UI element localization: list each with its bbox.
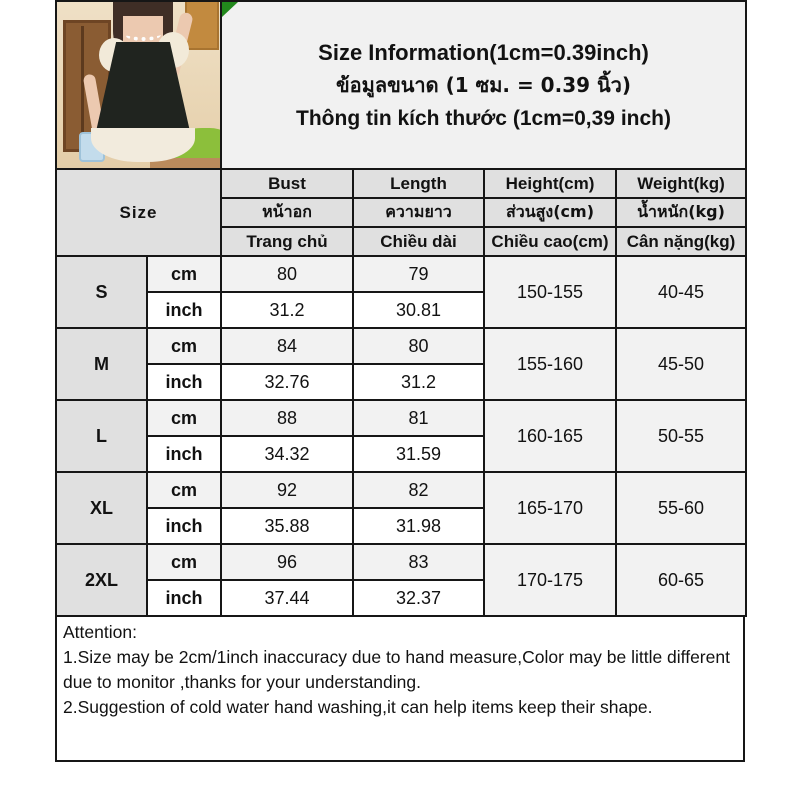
length-cm-2xl: 83 bbox=[353, 544, 484, 580]
attention-note-1: 1.Size may be 2cm/1inch inaccuracy due to hand measure,Color may be little different due to monitor ,thanks for your understanding. bbox=[63, 647, 730, 692]
size-label-l: L bbox=[56, 400, 147, 472]
bust-cm-s: 80 bbox=[221, 256, 353, 292]
unit-inch: inch bbox=[147, 436, 221, 472]
unit-cm: cm bbox=[147, 400, 221, 436]
length-cm-l: 81 bbox=[353, 400, 484, 436]
photo-pearl-necklace bbox=[125, 28, 161, 41]
height-range-s: 150-155 bbox=[484, 256, 616, 328]
unit-cm: cm bbox=[147, 256, 221, 292]
bust-inch-m: 32.76 bbox=[221, 364, 353, 400]
height-range-l: 160-165 bbox=[484, 400, 616, 472]
header-length-en: Length bbox=[353, 169, 484, 198]
attention-note-2: 2.Suggestion of cold water hand washing,it can help items keep their shape. bbox=[63, 697, 653, 717]
size-chart-sheet bbox=[55, 0, 745, 762]
bust-inch-l: 34.32 bbox=[221, 436, 353, 472]
bust-inch-s: 31.2 bbox=[221, 292, 353, 328]
product-photo bbox=[56, 1, 221, 169]
unit-inch: inch bbox=[147, 580, 221, 616]
bust-inch-xl: 35.88 bbox=[221, 508, 353, 544]
length-inch-2xl: 32.37 bbox=[353, 580, 484, 616]
header-weight-vi: Cân nặng(kg) bbox=[616, 227, 746, 256]
weight-range-l: 50-55 bbox=[616, 400, 746, 472]
header-height-vi: Chiều cao(cm) bbox=[484, 227, 616, 256]
unit-inch: inch bbox=[147, 364, 221, 400]
size-table bbox=[55, 0, 747, 617]
unit-inch: inch bbox=[147, 292, 221, 328]
weight-range-2xl: 60-65 bbox=[616, 544, 746, 616]
title-vietnamese: Thông tin kích thước (1cm=0,39 inch) bbox=[296, 106, 671, 130]
header-height-en: Height(cm) bbox=[484, 169, 616, 198]
height-range-xl: 165-170 bbox=[484, 472, 616, 544]
corner-fold-icon bbox=[222, 2, 238, 17]
length-inch-m: 31.2 bbox=[353, 364, 484, 400]
length-inch-l: 31.59 bbox=[353, 436, 484, 472]
attention-notes bbox=[55, 617, 745, 762]
length-cm-m: 80 bbox=[353, 328, 484, 364]
header-height-th: ส่วนสูง(cm) bbox=[484, 198, 616, 227]
weight-range-xl: 55-60 bbox=[616, 472, 746, 544]
length-inch-s: 30.81 bbox=[353, 292, 484, 328]
height-range-m: 155-160 bbox=[484, 328, 616, 400]
size-label-m: M bbox=[56, 328, 147, 400]
header-bust-th: หน้าอก bbox=[221, 198, 353, 227]
header-bust-en: Bust bbox=[221, 169, 353, 198]
weight-range-s: 40-45 bbox=[616, 256, 746, 328]
header-weight-en: Weight(kg) bbox=[616, 169, 746, 198]
header-weight-th: น้ำหนัก(kg) bbox=[616, 198, 746, 227]
weight-range-m: 45-50 bbox=[616, 328, 746, 400]
unit-cm: cm bbox=[147, 544, 221, 580]
header-length-vi: Chiều dài bbox=[353, 227, 484, 256]
length-inch-xl: 31.98 bbox=[353, 508, 484, 544]
attention-heading: Attention: bbox=[63, 622, 137, 642]
size-column-header: Size bbox=[56, 169, 221, 256]
unit-inch: inch bbox=[147, 508, 221, 544]
size-label-s: S bbox=[56, 256, 147, 328]
unit-cm: cm bbox=[147, 328, 221, 364]
height-range-2xl: 170-175 bbox=[484, 544, 616, 616]
bust-cm-2xl: 96 bbox=[221, 544, 353, 580]
bust-cm-l: 88 bbox=[221, 400, 353, 436]
length-cm-s: 79 bbox=[353, 256, 484, 292]
bust-inch-2xl: 37.44 bbox=[221, 580, 353, 616]
length-cm-xl: 82 bbox=[353, 472, 484, 508]
size-label-2xl: 2XL bbox=[56, 544, 147, 616]
title-cell bbox=[221, 1, 746, 169]
header-length-th: ความยาว bbox=[353, 198, 484, 227]
bust-cm-m: 84 bbox=[221, 328, 353, 364]
title-thai: ข้อมูลขนาด (1 ซม. = 0.39 นิ้ว) bbox=[335, 72, 632, 97]
header-bust-vi: Trang chủ bbox=[221, 227, 353, 256]
bust-cm-xl: 92 bbox=[221, 472, 353, 508]
size-label-xl: XL bbox=[56, 472, 147, 544]
unit-cm: cm bbox=[147, 472, 221, 508]
title-english: Size Information(1cm=0.39inch) bbox=[318, 39, 649, 65]
